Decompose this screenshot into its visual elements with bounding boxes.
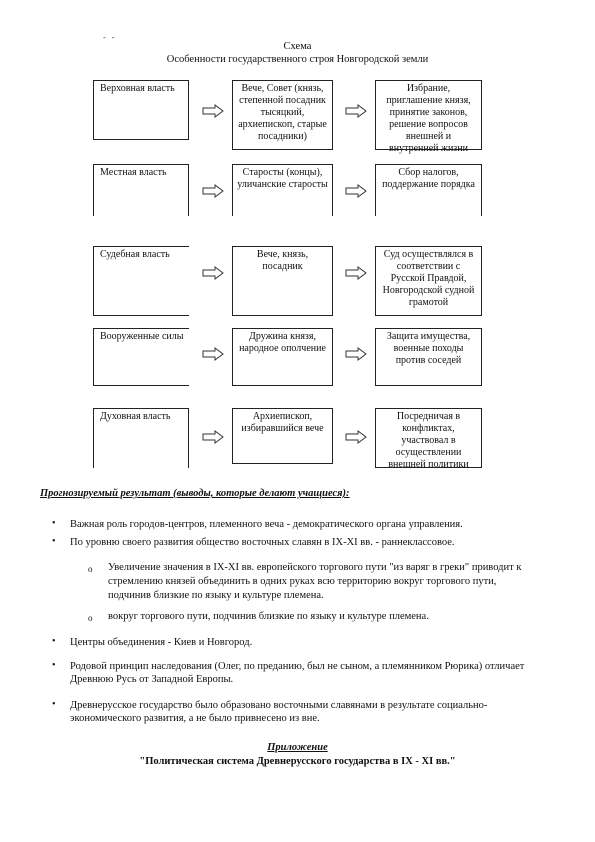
arrow-right-icon — [345, 184, 367, 198]
row-3-body: Вече, князь, посадник — [232, 246, 333, 316]
row-4-body: Дружина князя, народное ополчение — [232, 328, 333, 386]
row-5-function: Посредничая в конфликтах, участвовал в осуществлении внешней политики — [375, 408, 482, 468]
circle-bullet-icon: o — [88, 564, 93, 574]
row-1-body: Вече, Совет (князь, степенной посадник тысяцкий, архиепископ, старые посадники) — [232, 80, 333, 150]
result-item-1: Важная роль городов-центров, племенного веча - демократического органа управления. — [70, 519, 463, 530]
result-item-6: Родовой принцип наследования (Олег, по преданию, был не сыном, а племянником Рюрика) отличает Древнюю Русь от Западной Европы. — [70, 661, 525, 685]
result-item-2: По уровню своего развития общество восточных славян в IX-XI вв. - раннеклассовое. — [70, 537, 455, 548]
header-mark: - - — [103, 33, 117, 42]
result-item-3: Увеличение значения в IX-XI вв. европейского торгового пути "из варяг в греки" приводит к стремлению князей объединить в одних руках всю территорию вокруг торгового пути, подчинив близкие по языку и культуре племена. — [108, 562, 522, 601]
row-4-power: Вооруженные силы — [93, 328, 189, 386]
row-1-power: Верховная власть — [93, 80, 189, 140]
arrow-right-icon — [202, 184, 224, 198]
scheme-subtitle: Особенности государственного строя Новгородской земли — [166, 54, 429, 65]
appendix-label: Приложение — [267, 742, 328, 753]
result-item-7: Древнерусское государство было образовано восточными славянами в результате социально-экономического развития, а не было привнесено из вне. — [70, 700, 488, 724]
result-item-4: вокруг торгового пути, подчинив близкие по языку и культуре племена. — [108, 611, 429, 622]
row-1-function: Избрание, приглашение князя, принятие законов, решение вопросов внешней и внутренней жизни — [375, 80, 482, 150]
circle-bullet-icon: o — [88, 613, 93, 623]
arrow-right-icon — [202, 430, 224, 444]
arrow-right-icon — [345, 430, 367, 444]
row-5-power: Духовная власть — [93, 408, 189, 468]
bullet-icon: • — [52, 699, 56, 710]
arrow-right-icon — [345, 347, 367, 361]
result-item-5: Центры объединения - Киев и Новгород. — [70, 637, 253, 648]
bullet-icon: • — [52, 518, 56, 529]
arrow-right-icon — [345, 266, 367, 280]
arrow-right-icon — [202, 347, 224, 361]
arrow-right-icon — [345, 104, 367, 118]
results-heading: Прогнозируемый результат (выводы, которые делают учащиеся): — [40, 488, 350, 499]
row-3-function: Суд осуществлялся в соответствии с Русской Правдой, Новгородской судной грамотой — [375, 246, 482, 316]
row-2-function: Сбор налогов, поддержание порядка — [375, 164, 482, 216]
bullet-icon: • — [52, 660, 56, 671]
row-2-power: Местная власть — [93, 164, 189, 216]
scheme-title: Схема — [283, 41, 312, 52]
row-4-function: Защита имущества, военные походы против соседей — [375, 328, 482, 386]
row-2-body: Старосты (концы), уличанские старосты — [232, 164, 333, 216]
bullet-icon: • — [52, 636, 56, 647]
bullet-icon: • — [52, 536, 56, 547]
row-5-body: Архиепископ, избиравшийся вече — [232, 408, 333, 464]
row-3-power: Судебная власть — [93, 246, 189, 316]
arrow-right-icon — [202, 104, 224, 118]
arrow-right-icon — [202, 266, 224, 280]
appendix-title: "Политическая система Древнерусского государства в IX - XI вв." — [139, 756, 456, 767]
